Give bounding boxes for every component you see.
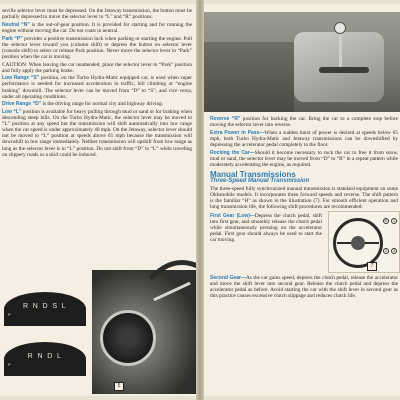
right-page bbox=[204, 4, 400, 396]
book-gutter bbox=[196, 0, 204, 400]
left-page bbox=[0, 4, 196, 396]
shift-lever bbox=[339, 32, 342, 72]
section-subtitle: Three-Speed Manual Transmission bbox=[210, 178, 310, 185]
left-paragraph: CAUTION: When leaving the car unattended, place the selector lever in “Park” position and fully apply the parking brake. bbox=[2, 61, 192, 74]
selector-dial-illustrations bbox=[0, 264, 196, 396]
shift-slot bbox=[319, 67, 369, 73]
left-paragraph: Park “P” provides a positive transmission lock when parking or starting the engine. Pull the selector lever toward you (column shift) or depress the button on selector lever (console shift) to select or release Park position. Never move the selector lever to “Park” position when the car is moving. bbox=[2, 35, 192, 60]
right-paragraph: Extra Power in Pass—When a sudden burst of power is desired at speeds below 65 mph, both Turbo Hydra-Matic and Jetaway transmissions can be downshifted by depressing the accelerator pedal completely to the floor. bbox=[210, 129, 398, 148]
dial-letters: R N D S L bbox=[22, 303, 68, 310]
shift-knob bbox=[334, 22, 346, 34]
right-page-text bbox=[210, 116, 398, 300]
left-paragraph: Neutral “N” is the out-of-gear position. It is provided for starting and for running the engine without moving the car. Do not coast in neutral. bbox=[2, 21, 193, 34]
pattern-label: R bbox=[384, 217, 388, 223]
right-paragraph: Rocking the Car—Should it become necessary to rock the car to free it from snow, mud or sand, the selector lever may be moved from “D” to “R” in a repeat pattern while moderately accelerating the engine, as required. bbox=[210, 149, 398, 168]
dial-park-letter: P bbox=[8, 312, 13, 317]
seat-shape bbox=[204, 42, 294, 112]
selector-dial-strip bbox=[4, 292, 86, 326]
pattern-label: 2 bbox=[384, 247, 388, 253]
dial-park-letter: P bbox=[8, 362, 13, 367]
dashboard-photo bbox=[92, 270, 196, 394]
left-paragraph: seville selector lever must be depressed. On the Jetaway transmission, the button must be partially depressed to move the selector lever to “L” and “R” positions. bbox=[2, 8, 192, 21]
left-page-text bbox=[2, 8, 192, 159]
wheel-hub bbox=[351, 236, 365, 250]
section-title: Manual Transmissions bbox=[210, 169, 296, 179]
left-paragraph: Low “L” position is available for heavy pulling through mud or sand or for braking when descending steep hills. On the Turbo Hydra-Matic, the selector lever may be moved to “L” position at any speed but the transmission will shift automatically into low range when the car speed is under approximately 40 mph. On the Jetaway, selector lever should not be moved to “L” position at speeds above 65 mph because the transmission will downshift to low range immediately. Neither transmission will upshift from low range as long as the selector lever is in “L” position. Do not shift from “D” to “L” while traveling on slippery roads or a skid could be induced. bbox=[2, 108, 192, 158]
pattern-label: 1 bbox=[392, 217, 396, 223]
left-paragraph: Low Range “S” position, on the Turbo Hydra-Matic equipped car, is used when super performance is needed for increased acceleration in traffic, hill climbing or “engine braking” downhill. The selector lever can be moved from “D” to “S”, and vice versa, under all operating conditions. bbox=[2, 75, 192, 100]
first-gear-paragraph: First Gear (Low)—Depress the clutch pedal, shift into first gear, and smoothly release the clutch pedal while simultaneously pressing on the accelerator pedal. First gear should always be used to start the car moving. bbox=[210, 212, 323, 243]
h-pattern-diagram bbox=[383, 218, 399, 264]
first-gear-column bbox=[210, 213, 322, 245]
dial-letters: R N D L bbox=[27, 353, 63, 360]
right-paragraph: Reverse “R” position for backing the car. Bring the car to a complete stop before moving the selector lever into reverse. bbox=[210, 116, 398, 129]
console-shift-photo bbox=[204, 12, 400, 112]
figure-number: 7 bbox=[367, 262, 377, 271]
steering-wheel-rim bbox=[132, 260, 196, 396]
selector-dial-strip bbox=[4, 342, 86, 376]
gear-instructions bbox=[210, 213, 398, 275]
shift-pattern-illustration bbox=[328, 211, 400, 273]
pattern-label: 3 bbox=[392, 247, 396, 253]
left-paragraph: Drive Range “D” is the driving range for normal city and highway driving. bbox=[2, 101, 164, 108]
intro-paragraph: The three-speed fully synchronized manual transmission is standard equipment on some Oldsmobile models. It incorporates three forward speeds and reverse. The shift pattern is the familiar “H” as shown in the illustration (7). For smooth efficient operation and long transmission life, the following shift procedures are recommended: bbox=[210, 186, 398, 211]
second-gear-paragraph: Second Gear—As the car gains speed, depress the clutch pedal, release the accelerator and move the shift lever into second gear. Release the clutch pedal and depress the accelerator pedal as before. Avoid starting the car with the shift lever in second gear as this practice causes excessive clutch slippage and reduces clutch life. bbox=[210, 274, 398, 299]
figure-number: 5 bbox=[114, 382, 124, 391]
